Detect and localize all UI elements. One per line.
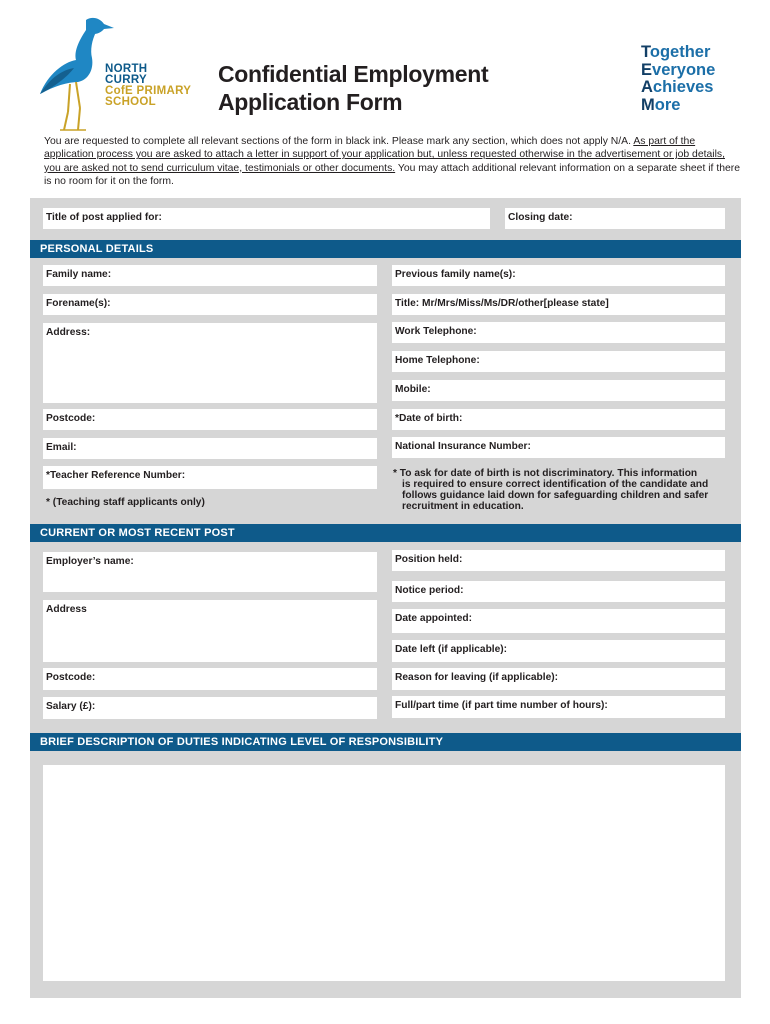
dob-note-line: * To ask for date of birth is not discriminatory. This information: [393, 468, 698, 479]
motto-word: Everyone: [641, 60, 716, 79]
dob-note-line: is required to ensure correct identification of the candidate and: [402, 479, 709, 490]
intro-paragraph: [44, 135, 744, 189]
postcode-field[interactable]: [43, 409, 377, 430]
dob-note-line: follows guidance laid down for safeguarding children and safer: [402, 490, 709, 501]
teacher-reference-label: *Teacher Reference Number:: [46, 470, 186, 481]
hours-label: Full/part time (if part time number of hours):: [395, 700, 608, 711]
dob-note: [393, 468, 708, 512]
notice-period-field[interactable]: [392, 581, 725, 602]
address-label: Address:: [46, 327, 91, 338]
closing-date-field[interactable]: [505, 208, 725, 229]
date-of-birth-label: *Date of birth:: [395, 413, 463, 424]
position-held-field[interactable]: [392, 550, 725, 571]
closing-date-label: Closing date:: [508, 212, 573, 223]
mobile-label: Mobile:: [395, 384, 431, 395]
duties-header: BRIEF DESCRIPTION OF DUTIES INDICATING LEVEL OF RESPONSIBILITY: [30, 733, 741, 751]
employer-postcode-field[interactable]: [43, 668, 377, 690]
home-telephone-field[interactable]: [392, 351, 725, 372]
post-title-field[interactable]: [43, 208, 490, 229]
forenames-field[interactable]: [43, 294, 377, 315]
reason-for-leaving-label: Reason for leaving (if applicable):: [395, 672, 559, 683]
date-appointed-field[interactable]: [392, 609, 725, 633]
salary-label: Salary (£):: [46, 701, 96, 712]
ni-number-label: National Insurance Number:: [395, 441, 531, 452]
school-name-line1: NORTH: [105, 63, 148, 75]
school-name-line2: CURRY: [105, 74, 147, 86]
reason-for-leaving-field[interactable]: [392, 668, 725, 690]
date-of-birth-field[interactable]: [392, 409, 725, 430]
current-post-header: CURRENT OR MOST RECENT POST: [30, 524, 741, 542]
previous-names-label: Previous family name(s):: [395, 269, 516, 280]
title-label: Title: Mr/Mrs/Miss/Ms/DR/other[please state]: [395, 298, 609, 309]
date-left-label: Date left (if applicable):: [395, 644, 508, 655]
notice-period-label: Notice period:: [395, 585, 464, 596]
family-name-field[interactable]: [43, 265, 377, 286]
school-name-line4: SCHOOL: [105, 96, 156, 108]
dob-note-line: recruitment in education.: [402, 501, 524, 512]
duties-description-field[interactable]: [43, 765, 725, 981]
work-telephone-field[interactable]: [392, 322, 725, 343]
employer-name-field[interactable]: [43, 552, 377, 592]
teacher-reference-field[interactable]: [43, 466, 377, 489]
school-motto: [641, 44, 715, 114]
motto-word: Achieves: [641, 78, 714, 96]
date-appointed-label: Date appointed:: [395, 613, 472, 624]
mobile-field[interactable]: [392, 380, 725, 401]
form-title-line1: Confidential Employment: [218, 61, 489, 87]
school-name-line3: CofE PRIMARY: [105, 85, 192, 97]
salary-field[interactable]: [43, 697, 377, 719]
home-telephone-label: Home Telephone:: [395, 355, 480, 366]
previous-names-field[interactable]: [392, 265, 725, 286]
family-name-label: Family name:: [46, 269, 112, 280]
email-field[interactable]: [43, 438, 377, 459]
hours-field[interactable]: [392, 696, 725, 718]
employer-name-label: Employer’s name:: [46, 556, 134, 567]
heron-icon: [34, 12, 114, 134]
ni-number-field[interactable]: [392, 437, 725, 458]
personal-details-header: PERSONAL DETAILS: [30, 240, 741, 258]
postcode-label: Postcode:: [46, 413, 96, 424]
employer-address-label: Address: [46, 604, 87, 615]
employer-postcode-label: Postcode:: [46, 672, 96, 683]
school-logo: [34, 12, 204, 134]
email-label: Email:: [46, 442, 77, 453]
form-title: [218, 60, 488, 116]
date-left-field[interactable]: [392, 640, 725, 662]
teacher-note: * (Teaching staff applicants only): [46, 497, 205, 508]
employer-address-field[interactable]: [43, 600, 377, 662]
motto-word: More: [641, 95, 681, 114]
forenames-label: Forename(s):: [46, 298, 111, 309]
intro-text: You are requested to complete all relevant sections of the form in black ink. Please mark any section, which does not apply N/A.: [44, 136, 634, 147]
address-field[interactable]: [43, 323, 377, 403]
title-field[interactable]: [392, 294, 725, 315]
form-title-line2: Application Form: [218, 89, 403, 115]
position-held-label: Position held:: [395, 554, 463, 565]
post-title-label: Title of post applied for:: [46, 212, 162, 223]
intro-underlined-text: As part of the application process you are asked to attach a letter in support of your application but, unless requested otherwise in the advertisement or job details, you are asked not to send curriculum vitae, testimonials or other documents.: [44, 136, 725, 174]
work-telephone-label: Work Telephone:: [395, 326, 477, 337]
motto-word: Together: [641, 43, 711, 61]
intro-text-end: You may attach additional relevant information on a separate sheet if there is no room for it on the form.: [44, 162, 740, 188]
